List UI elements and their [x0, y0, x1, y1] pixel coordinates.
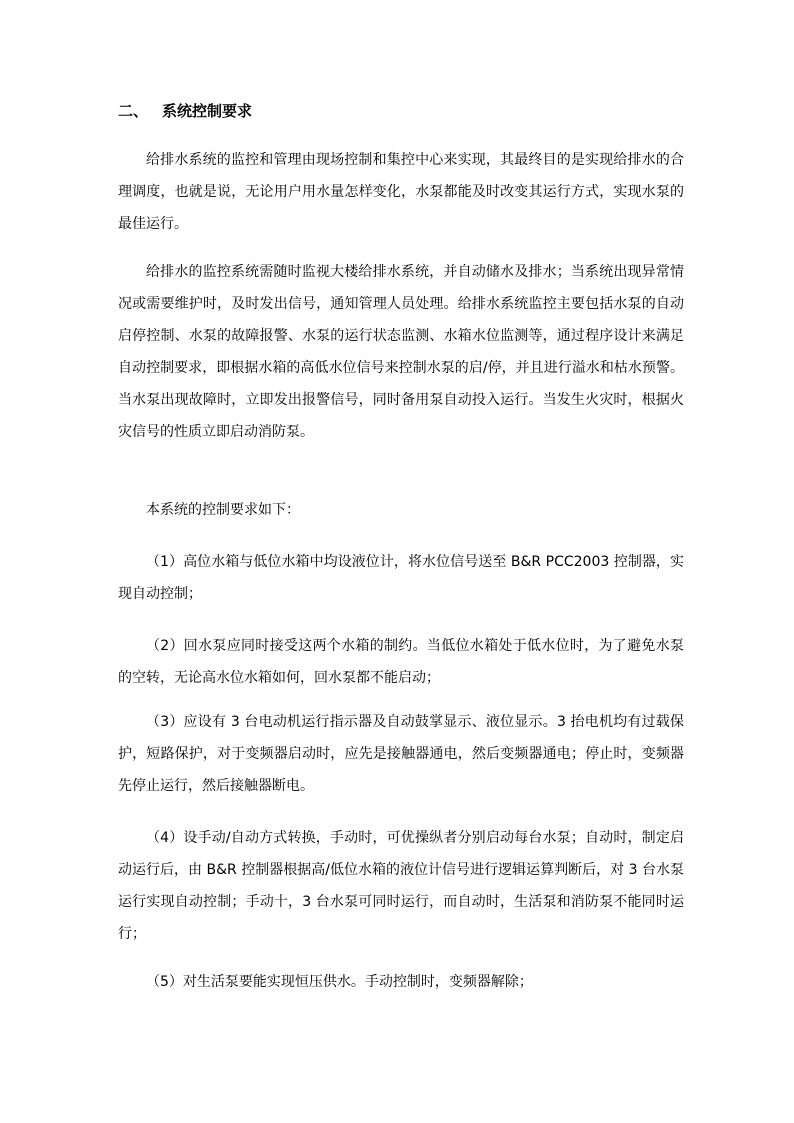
requirement-item-4: （4）设手动/自动方式转换，手动时，可优操纵者分别启动每台水泵；自动时，制定启动运行后，由 B&R 控制器根据高/低位水箱的液位计信号进行逻辑运算判断后，对 3 台水泵运行实现自动控制；手动十，3 台水泵可同时运行，而自动时，生活泵和消防泵不能同时运行； — [118, 830, 684, 942]
paragraph-monitoring: 给排水的监控系统需随时监视大楼给排水系统，并自动储水及排水；当系统出现异常情况或需要维护时，及时发出信号，通知管理人员处理。给排水系统监控主要包括水泵的自动启停控制、水泵的故障报警、水泵的运行状态监测、水箱水位监测等，通过程序设计来满足自动控制要求，即根据水箱的高低水位信号来控制水泵的启/停，并且进行溢水和枯水预警。当水泵出现故障时，立即发出报警信号，同时备用泵自动投入运行。当发生火灾时，根据火灾信号的性质立即启动消防泵。 — [118, 264, 684, 440]
requirement-item-5: （5）对生活泵要能实现恒压供水。手动控制时，变频器解除； — [146, 974, 533, 990]
requirement-item-1: （1）高位水箱与低位水箱中均设液位计，将水位信号送至 B&R PCC2003 控制器，实现自动控制； — [118, 554, 684, 602]
paragraph-overview: 给排水系统的监控和管理由现场控制和集控中心来实现，其最终目的是实现给排水的合理调度，也就是说，无论用户用水量怎样变化，水泵都能及时改变其运行方式，实现水泵的最佳运行。 — [118, 152, 684, 232]
section-title: 系统控制要求 — [162, 102, 253, 120]
section-number: 二、 — [118, 102, 149, 120]
requirement-item-2: （2）回水泵应同时接受这两个水箱的制约。当低位水箱处于低水位时，为了避免水泵的空转，无论高水位水箱如何，回水泵都不能启动； — [118, 638, 684, 686]
requirement-item-3: （3）应设有 3 台电动机运行指示器及自动鼓掌显示、液位显示。3 抬电机均有过载保护，短路保护，对于变频器启动时，应先是接触器通电，然后变频器通电；停止时，变频器先停止运行，然后接触器断电。 — [118, 714, 684, 794]
paragraph-requirements-intro: 本系统的控制要求如下： — [146, 502, 300, 518]
section-heading — [118, 99, 252, 123]
